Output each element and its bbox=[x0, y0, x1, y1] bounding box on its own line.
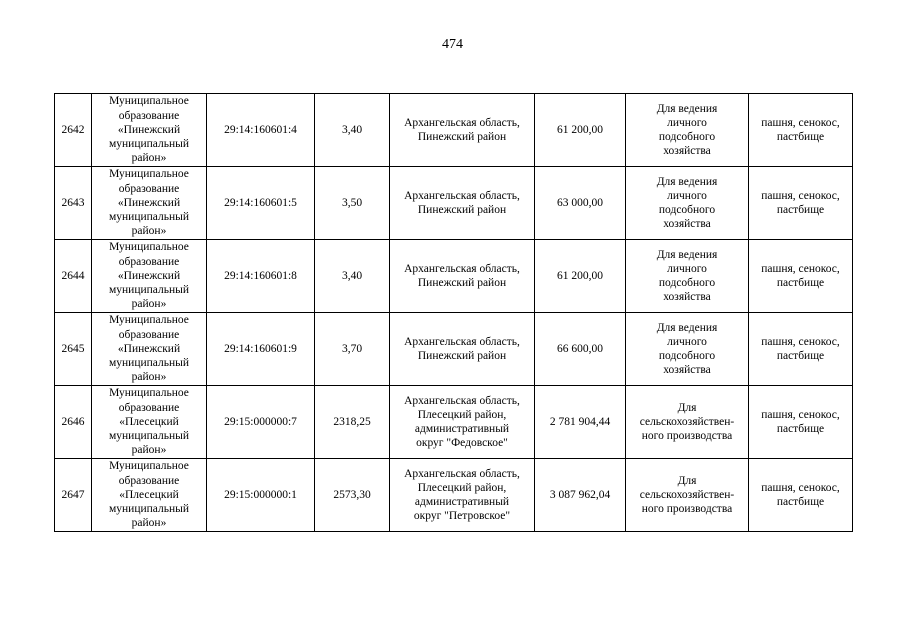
land-kind-cell: пашня, сенокос, пастбище bbox=[749, 240, 853, 313]
table-row bbox=[55, 313, 853, 386]
row-number-cell: 2647 bbox=[55, 459, 92, 532]
area-cell: 3,40 bbox=[315, 94, 390, 167]
location-cell: Архангельская область, Пинежский район bbox=[390, 167, 535, 240]
row-number-cell: 2642 bbox=[55, 94, 92, 167]
land-kind-cell: пашня, сенокос, пастбище bbox=[749, 386, 853, 459]
owner-cell: Муниципальное образование «Пинежский муниципальный район» bbox=[92, 240, 207, 313]
permitted-use-cell: Для сельскохозяйствен- ного производства bbox=[626, 386, 749, 459]
cadastral-value-cell: 66 600,00 bbox=[535, 313, 626, 386]
area-cell: 3,40 bbox=[315, 240, 390, 313]
area-cell: 3,70 bbox=[315, 313, 390, 386]
cadastral-value-cell: 61 200,00 bbox=[535, 94, 626, 167]
cadastral-number-cell: 29:14:160601:8 bbox=[207, 240, 315, 313]
location-cell: Архангельская область, Плесецкий район, административный округ "Федовское" bbox=[390, 386, 535, 459]
table-row bbox=[55, 459, 853, 532]
row-number-cell: 2644 bbox=[55, 240, 92, 313]
land-kind-cell: пашня, сенокос, пастбище bbox=[749, 94, 853, 167]
owner-cell: Муниципальное образование «Плесецкий муниципальный район» bbox=[92, 386, 207, 459]
row-number-cell: 2643 bbox=[55, 167, 92, 240]
cadastral-number-cell: 29:14:160601:9 bbox=[207, 313, 315, 386]
permitted-use-cell: Для ведения личного подсобного хозяйства bbox=[626, 167, 749, 240]
land-kind-cell: пашня, сенокос, пастбище bbox=[749, 313, 853, 386]
area-cell: 2318,25 bbox=[315, 386, 390, 459]
table-row bbox=[55, 94, 853, 167]
owner-cell: Муниципальное образование «Пинежский муниципальный район» bbox=[92, 167, 207, 240]
permitted-use-cell: Для ведения личного подсобного хозяйства bbox=[626, 313, 749, 386]
page-number: 474 bbox=[442, 37, 463, 52]
cadastral-number-cell: 29:15:000000:1 bbox=[207, 459, 315, 532]
table-row bbox=[55, 386, 853, 459]
permitted-use-cell: Для сельскохозяйствен- ного производства bbox=[626, 459, 749, 532]
cadastral-number-cell: 29:14:160601:4 bbox=[207, 94, 315, 167]
location-cell: Архангельская область, Пинежский район bbox=[390, 240, 535, 313]
permitted-use-cell: Для ведения личного подсобного хозяйства bbox=[626, 240, 749, 313]
land-kind-cell: пашня, сенокос, пастбище bbox=[749, 167, 853, 240]
land-kind-cell: пашня, сенокос, пастбище bbox=[749, 459, 853, 532]
cadastral-value-cell: 2 781 904,44 bbox=[535, 386, 626, 459]
area-cell: 3,50 bbox=[315, 167, 390, 240]
area-cell: 2573,30 bbox=[315, 459, 390, 532]
permitted-use-cell: Для ведения личного подсобного хозяйства bbox=[626, 94, 749, 167]
owner-cell: Муниципальное образование «Пинежский муниципальный район» bbox=[92, 313, 207, 386]
cadastral-number-cell: 29:15:000000:7 bbox=[207, 386, 315, 459]
location-cell: Архангельская область, Пинежский район bbox=[390, 313, 535, 386]
row-number-cell: 2646 bbox=[55, 386, 92, 459]
cadastral-value-cell: 63 000,00 bbox=[535, 167, 626, 240]
table-row bbox=[55, 167, 853, 240]
cadastral-value-cell: 61 200,00 bbox=[535, 240, 626, 313]
table-row bbox=[55, 240, 853, 313]
owner-cell: Муниципальное образование «Плесецкий муниципальный район» bbox=[92, 459, 207, 532]
owner-cell: Муниципальное образование «Пинежский муниципальный район» bbox=[92, 94, 207, 167]
land-registry-table bbox=[54, 93, 853, 532]
cadastral-value-cell: 3 087 962,04 bbox=[535, 459, 626, 532]
row-number-cell: 2645 bbox=[55, 313, 92, 386]
location-cell: Архангельская область, Плесецкий район, административный округ "Петровское" bbox=[390, 459, 535, 532]
location-cell: Архангельская область, Пинежский район bbox=[390, 94, 535, 167]
cadastral-number-cell: 29:14:160601:5 bbox=[207, 167, 315, 240]
